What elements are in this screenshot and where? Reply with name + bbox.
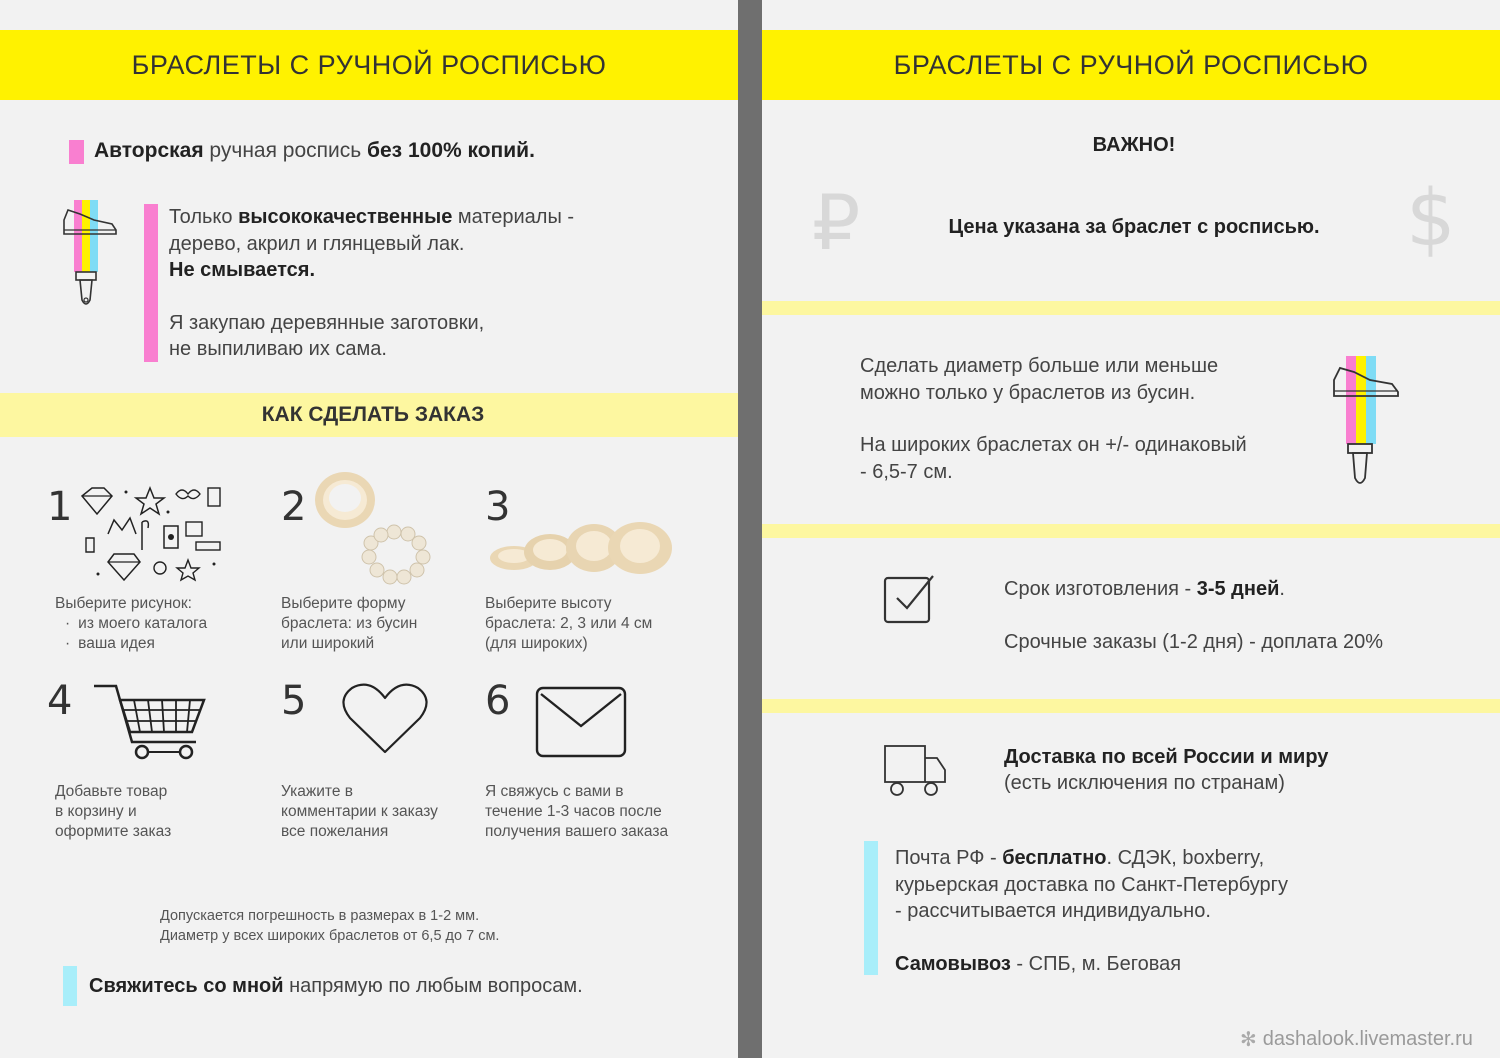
materials-line1-bold: высококачественные [238,206,453,228]
urgent-text: Срочные заказы (1-2 дня) - доплата 20% [1004,631,1383,653]
step-5-caption-line3: все пожелания [281,823,389,840]
tolerance-note [160,906,499,946]
bracelet-shapes-image [312,468,432,586]
step-4-caption [55,782,171,842]
step-3-number: 3 [485,484,511,530]
bracelet-heights-image [488,520,676,580]
diameter-line1: Сделать диаметр больше или меньше [860,355,1219,377]
step-1-caption-title: Выберите рисунок: [55,595,192,612]
separator-band-1 [762,301,1500,315]
ruble-icon: ₽ [812,178,861,267]
intro-plain: ручная роспись [203,139,368,162]
diameter-line4: - 6,5-7 см. [860,460,953,483]
term-text [1004,578,1285,601]
post-c: . СДЭК, boxberry, [1106,847,1265,869]
left-header-title: БРАСЛЕТЫ С РУЧНОЙ РОСПИСЬЮ [0,30,738,100]
post-line2: курьерская доставка по Санкт-Петербургу [895,873,1288,896]
diameter-line3: На широких браслетах он +/- одинаковый [860,434,1247,456]
materials-line4: Я закупаю деревянные заготовки, [169,311,485,334]
watermark [1240,1027,1473,1051]
price-note: Цена указана за браслет с росписью. [948,216,1320,238]
tolerance-note-line1: Допускается погрешность в размерах в 1-2 мм. [160,908,480,924]
intro-bold-1: Авторская [94,139,204,162]
cyan-marker [63,966,77,1006]
right-header-title: БРАСЛЕТЫ С РУЧНОЙ РОСПИСЬЮ [762,30,1500,100]
contact-rest: напрямую по любым вопросам. [283,975,583,997]
step-6-caption [485,782,668,842]
materials-line1-a: Только [169,206,239,228]
shopping-cart-icon [92,684,208,760]
step-2-caption-line3: или широкий [281,635,375,652]
delivery-title: Доставка по всей России и миру [1004,746,1329,768]
pickup-bold: Самовывоз [895,952,1011,975]
materials-text [169,204,574,363]
cyan-bar [864,841,878,975]
contact-bold: Свяжитесь со мной [89,975,284,997]
step-2-number: 2 [281,484,307,530]
post-a: Почта РФ - [895,847,1003,869]
truck-icon [883,744,949,798]
materials-line2: дерево, акрил и глянцевый лак. [169,232,465,255]
right-page [762,0,1500,1058]
step-4-caption-line2: в корзину и [55,803,137,820]
step-2-caption [281,594,417,654]
step-6-caption-line3: получения вашего заказа [485,823,669,840]
order-band [0,393,738,437]
important-label: ВАЖНО! [1092,134,1176,156]
envelope-icon [535,686,627,758]
materials-line5: не выпиливаю их сама. [169,338,387,360]
step-4-number: 4 [47,678,73,724]
step-1-bullet-2: · ваша идея [65,634,207,654]
post-line3: - рассчитывается индивидуально. [895,900,1211,922]
pickup-rest: - СПБ, м. Беговая [1010,952,1182,975]
dollar-icon: $ [1406,174,1456,264]
doodles-icon [78,484,224,582]
paint-brush-sneaker-icon [60,198,122,310]
step-6-caption-line2: течение 1-3 часов после [485,803,662,820]
tolerance-note-line2: Диаметр у всех широких браслетов от 6,5 до 7 см. [160,928,500,944]
step-6-number: 6 [485,678,511,724]
step-4-caption-line1: Добавьте товар [55,783,168,800]
gear-icon: ✻ [1240,1027,1257,1051]
step-5-caption [281,782,438,842]
delivery-note: (есть исключения по странам) [1004,772,1285,794]
diameter-text [860,353,1247,485]
pink-marker [69,140,84,164]
left-page [0,0,738,1058]
step-2-caption-line1: Выберите форму [281,595,406,612]
checkbox-icon [883,574,935,626]
order-title: КАК СДЕЛАТЬ ЗАКАЗ [261,403,485,426]
step-6-caption-line1: Я свяжусь с вами в [485,783,624,800]
step-3-caption [485,594,652,654]
step-1-number: 1 [47,484,73,530]
heart-icon [342,682,428,756]
intro-text [94,139,535,163]
step-3-caption-line3: (для широких) [485,635,588,652]
materials-line1-c: материалы - [452,206,575,228]
step-1-bullet-1: · из моего каталога [65,614,207,634]
step-5-number: 5 [281,678,307,724]
intro-bold-2: без 100% копий. [367,139,535,162]
pink-bar [144,204,158,362]
step-3-caption-line2: браслета: 2, 3 или 4 см [485,615,653,632]
paint-brush-sneaker-icon [1330,354,1404,490]
materials-line3: Не смывается. [169,259,316,281]
diameter-line2: можно только у браслетов из бусин. [860,381,1196,404]
post-bold: бесплатно [1002,847,1107,869]
term-bold: 3-5 дней [1196,578,1280,600]
step-3-caption-line1: Выберите высоту [485,595,612,612]
watermark-text: dashalook.livemaster.ru [1262,1027,1473,1050]
post-text [895,845,1288,977]
term-a: Срок изготовления - [1004,578,1197,600]
term-c: . [1279,578,1285,600]
step-2-caption-line2: браслета: из бусин [281,615,418,632]
separator-band-2 [762,524,1500,538]
page-divider [738,0,762,1058]
step-1-caption [55,594,207,654]
step-5-caption-line2: комментарии к заказу [281,803,438,820]
step-4-caption-line3: оформите заказ [55,823,172,840]
step-5-caption-line1: Укажите в [281,783,354,800]
contact-text [89,975,583,998]
separator-band-3 [762,699,1500,713]
